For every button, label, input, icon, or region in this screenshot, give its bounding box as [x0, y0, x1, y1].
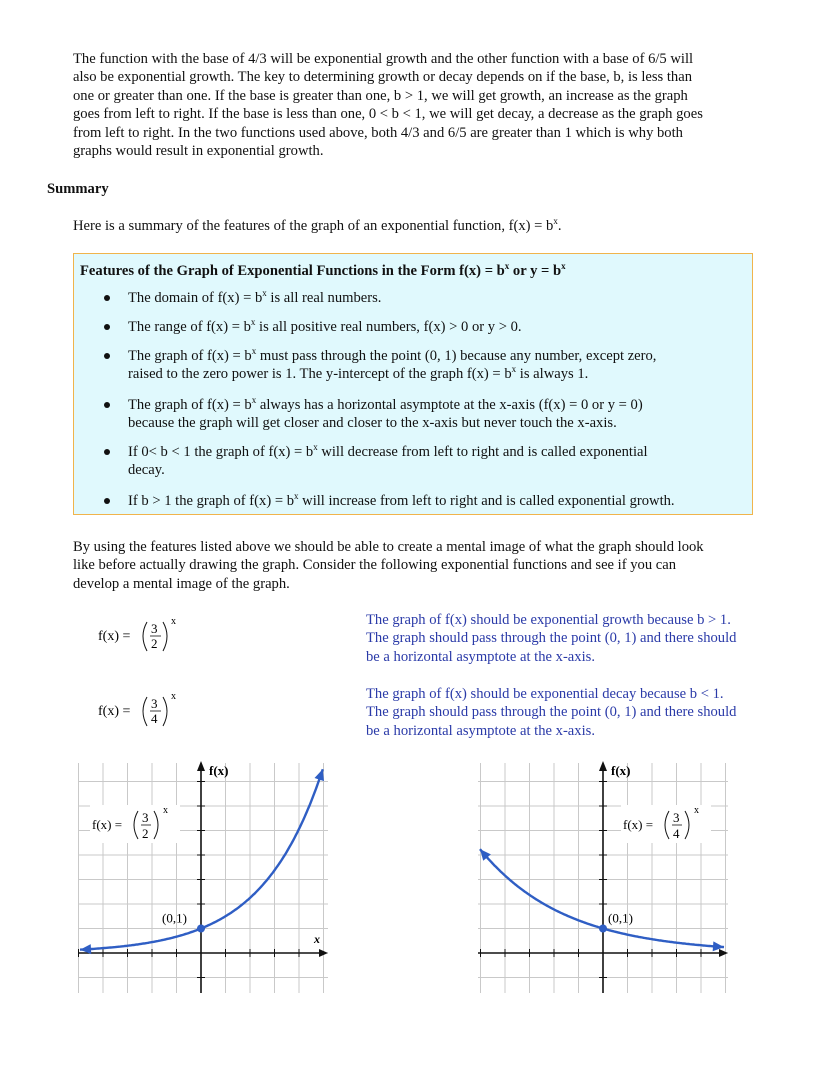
svg-text:2: 2	[151, 636, 158, 651]
svg-text:x: x	[694, 805, 699, 816]
point-label: (0,1)	[608, 910, 633, 926]
feature-decay: If 0< b < 1 the graph of $f(x) = b^x$ will decrease from left to right and is called exponential decay.	[128, 443, 738, 480]
graph-function-label	[90, 805, 180, 843]
y-axis-label: f(x)	[209, 763, 229, 778]
curve-arrowhead	[713, 941, 724, 951]
feature-intercept: The graph of $f(x) = b^x$ must pass through the point (0, 1) because any number, except zero, raised to the zero power is 1. The y-intercept of the graph $f(x) = b^x$ is always 1.	[128, 347, 738, 384]
paragraph-line: goes from left to right. If the base is less than one, 0 < b < 1, we will get decay, a decrease as the graph goes	[73, 106, 703, 123]
point-label: (0,1)	[162, 910, 187, 926]
graph-grid	[78, 763, 328, 993]
svg-text:3: 3	[151, 621, 158, 636]
feature-growth: If b > 1 the graph of $f(x) = b^x$ will increase from left to right and is called exponential growth.	[128, 492, 738, 510]
svg-text:4: 4	[151, 711, 158, 726]
graph-axes	[478, 761, 728, 993]
svg-text:x: x	[163, 805, 168, 816]
svg-text:f(x) =: f(x) =	[98, 629, 131, 644]
summary-heading: Summary	[47, 181, 109, 197]
feature-asymptote: The graph of $f(x) = b^x$ always has a horizontal asymptote at the x-axis (f(x) = 0 or y = 0) because the graph will get closer and closer to the x-axis but never touch the x-axis.	[128, 396, 738, 433]
example-formula-growth	[95, 612, 215, 662]
y-intercept-point	[599, 925, 607, 933]
x-axis-arrow	[719, 949, 728, 957]
curve-arrows	[480, 849, 724, 951]
paragraph-line: one or greater than one. If the base is greater than one, b > 1, we will get growth, an increase as the graph	[73, 87, 688, 104]
svg-text:3: 3	[151, 696, 158, 711]
feature-domain: The domain of $f(x) = b^x$ is all real numbers.	[128, 289, 738, 307]
paragraph-line: By using the features listed above we should be able to create a mental image of what the graph should look	[73, 539, 704, 555]
graph-function-label	[621, 805, 711, 843]
svg-text:x: x	[171, 616, 176, 627]
svg-text:f(x) =: f(x) =	[98, 704, 131, 719]
svg-text:4: 4	[673, 826, 680, 841]
graph-axes	[78, 761, 328, 993]
y-axis-label: f(x)	[611, 763, 631, 778]
svg-text:x: x	[171, 691, 176, 702]
svg-text:2: 2	[142, 826, 149, 841]
mental-image-paragraph	[73, 538, 785, 593]
y-intercept-point	[197, 925, 205, 933]
example-formula-decay	[95, 687, 215, 737]
svg-text:3: 3	[673, 810, 680, 825]
example-description-growth: The graph of f(x) should be exponential growth because b > 1. The graph should pass through the point (0, 1) and there should be a horizontal asymptote at the x-axis.	[366, 612, 737, 665]
svg-text:3: 3	[142, 810, 149, 825]
summary-intro: Here is a summary of the features of the graph of an exponential function, $f(x) = b^x$.	[73, 216, 562, 234]
growth-graph	[70, 755, 340, 1000]
features-box	[73, 253, 753, 515]
curve-arrowhead	[315, 769, 324, 781]
paragraph-line: also be exponential growth. The key to determining growth or decay depends on if the base, b, is less than	[73, 69, 693, 86]
example-description-decay: The graph of f(x) should be exponential decay because b < 1. The graph should pass through the point (0, 1) and there should be a horizontal asymptote at the x-axis.	[366, 686, 737, 739]
paragraph-line: develop a mental image of the graph.	[73, 575, 290, 592]
x-axis-label: x	[314, 932, 320, 946]
feature-range: The range of $f(x) = b^x$ is all positive real numbers, f(x) > 0 or y > 0.	[128, 318, 738, 336]
paragraph-line: from left to right. In the two functions used above, both 4/3 and 6/5 are greater than 1 which is why both	[73, 124, 683, 141]
features-title: Features of the Graph of Exponential Functions in the Form $f(x) = b^x$ or $y = b^x$	[80, 261, 566, 279]
svg-text:f(x) =: f(x) =	[623, 817, 654, 832]
y-axis-arrow	[197, 761, 205, 771]
svg-text:f(x) =: f(x) =	[92, 817, 123, 832]
paragraph-line: The function with the base of 4/3 will be exponential growth and the other function with a base of 6/5 will	[73, 51, 694, 67]
y-axis-arrow	[599, 761, 607, 771]
paragraph-line: graphs would result in exponential growth.	[73, 143, 324, 160]
intro-paragraph	[73, 50, 785, 160]
paragraph-line: like before actually drawing the graph. Consider the following exponential functions and see if you can	[73, 557, 677, 574]
decay-curve	[480, 849, 724, 947]
decay-graph	[470, 755, 740, 1000]
